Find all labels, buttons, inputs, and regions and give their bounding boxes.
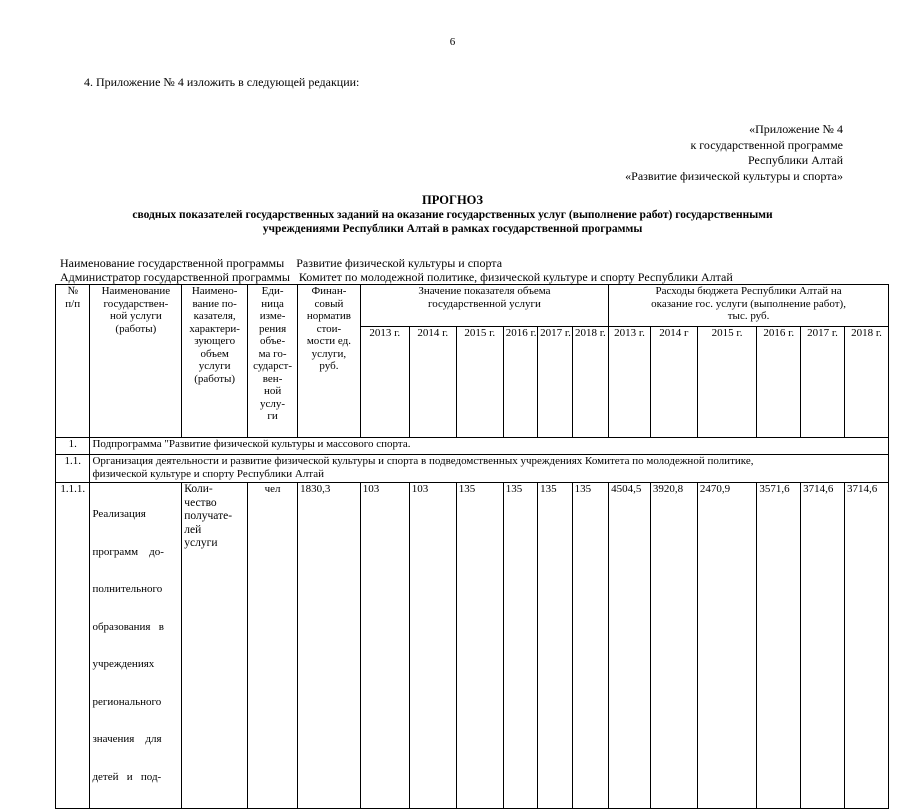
table-row <box>56 438 889 455</box>
norm-cell: 1830,3 <box>298 483 361 809</box>
page-number: 6 <box>449 36 456 48</box>
header-text: оказание гос. услуги (выполнение работ), <box>651 297 846 310</box>
forecast-table <box>55 284 889 809</box>
cell-line: значения для <box>92 733 162 745</box>
cell-line: детей и под- <box>92 770 162 783</box>
year-header: 2017 г. <box>801 327 845 438</box>
cell-line: Реализация <box>92 508 146 520</box>
header-service-name <box>90 285 182 438</box>
subtitle-line: учреждениями Республики Алтай в рамках государственной программы <box>262 223 643 235</box>
cell-line: Коли- <box>184 483 213 495</box>
header-text: норматив <box>306 310 351 322</box>
expense-cell: 2470,9 <box>697 483 756 809</box>
expense-cell: 3571,6 <box>757 483 801 809</box>
year-header: 2014 г <box>650 327 697 438</box>
header-text: рения <box>258 322 287 335</box>
year-header: 2013 г. <box>609 327 651 438</box>
appendix-line: «Приложение № 4 <box>749 122 843 136</box>
header-unit <box>248 285 298 438</box>
row-number: 1.1. <box>56 455 90 483</box>
indicator-cell <box>182 483 248 809</box>
header-text: изме- <box>259 310 286 322</box>
cell-line: чество <box>184 496 217 509</box>
expense-cell: 3920,8 <box>650 483 697 809</box>
header-text: (работы) <box>194 372 236 385</box>
header-text: тыс. руб. <box>727 310 770 322</box>
table-row <box>56 455 889 483</box>
header-num <box>56 285 90 438</box>
header-text: (работы) <box>115 322 157 335</box>
table-header-row <box>56 285 889 327</box>
volume-cell: 135 <box>572 483 609 809</box>
cell-line: учреждениях <box>92 658 155 670</box>
cell-line: получате- <box>184 510 233 522</box>
year-header: 2013 г. <box>360 327 409 438</box>
header-text: Еди- <box>261 285 284 297</box>
header-text: ги <box>267 410 278 422</box>
header-text: сударст- <box>253 360 293 372</box>
header-text: государствен- <box>103 297 169 310</box>
volume-cell: 135 <box>503 483 537 809</box>
appendix-header <box>625 122 843 184</box>
header-volume-group <box>360 285 608 327</box>
cell-line: услуги <box>184 537 218 549</box>
row-number: 1. <box>56 438 90 455</box>
document-subtitle <box>0 208 905 236</box>
header-text: зующего <box>194 335 236 347</box>
unit-cell: чел <box>248 483 298 809</box>
activity-title <box>90 455 889 483</box>
header-text: объе- <box>260 335 286 347</box>
header-text: вен- <box>262 372 283 385</box>
subtitle-line: сводных показателей государственных заданий на оказание государственных услуг (выполнение работ) государственными <box>132 209 773 221</box>
expense-cell: 3714,6 <box>844 483 888 809</box>
header-text: Финан- <box>311 285 347 297</box>
header-text: Наименование <box>101 285 171 297</box>
header-text: № <box>67 285 78 297</box>
service-name-cell <box>90 483 182 809</box>
header-text: п/п <box>65 297 81 310</box>
header-text: руб. <box>319 360 339 372</box>
amendment-line: 4. Приложение № 4 изложить в следующей редакции: <box>84 75 360 89</box>
cell-line: лей <box>184 523 202 536</box>
volume-cell: 135 <box>538 483 572 809</box>
activity-title-line: физической культуре и спорту Республики Алтай <box>92 467 325 480</box>
cell-line: регионального <box>92 695 162 708</box>
header-text: ма го- <box>258 347 287 360</box>
header-text: объем <box>200 347 229 360</box>
appendix-line: к государственной программе <box>690 137 843 152</box>
expense-cell: 4504,5 <box>609 483 651 809</box>
expense-cell: 3714,6 <box>801 483 845 809</box>
header-text: Наимено- <box>191 285 238 297</box>
header-text: услуги <box>198 360 231 372</box>
row-number: 1.1.1. <box>56 483 90 809</box>
header-norm <box>298 285 361 438</box>
header-text: характери- <box>189 322 240 335</box>
document-title: ПРОГНОЗ <box>421 193 483 207</box>
subprogram-title: Подпрограмма "Развитие физической культуры и массового спорта. <box>90 438 889 455</box>
volume-cell: 103 <box>409 483 456 809</box>
header-text: Значение показателя объема <box>418 285 551 297</box>
program-name-line: Наименование государственной программы Развитие физической культуры и спорта <box>60 256 503 270</box>
cell-line: полнительного <box>92 583 163 595</box>
header-text: Расходы бюджета Республики Алтай на <box>655 285 842 297</box>
volume-cell: 103 <box>360 483 409 809</box>
cell-line: образования в <box>92 620 164 633</box>
table-row <box>56 483 889 809</box>
header-text: услу- <box>260 397 286 410</box>
year-header: 2017 г. <box>538 327 572 438</box>
year-header: 2018 г. <box>844 327 888 438</box>
year-header: 2018 г. <box>572 327 609 438</box>
header-text: казателя, <box>193 310 236 322</box>
header-text: стои- <box>316 322 342 335</box>
year-header: 2016 г. <box>757 327 801 438</box>
year-header: 2016 г. <box>503 327 537 438</box>
header-text: ница <box>261 297 284 310</box>
activity-title-line: Организация деятельности и развитие физической культуры и спорта в подведомственных учреждениях Комитета по молодежной политике, <box>92 455 754 467</box>
year-header: 2015 г. <box>697 327 756 438</box>
header-expense-group <box>609 285 889 327</box>
header-text: ной <box>263 385 282 397</box>
header-text: мости ед. <box>306 335 351 347</box>
header-text: совый <box>314 297 344 310</box>
appendix-line: Республики Алтай <box>748 153 843 167</box>
year-header: 2014 г. <box>409 327 456 438</box>
program-admin-line: Администратор государственной программы Комитет по молодежной политике, физической культуре и спорту Республики Алтай <box>60 270 733 284</box>
year-header: 2015 г. <box>456 327 503 438</box>
appendix-line: «Развитие физической культуры и спорта» <box>625 168 843 183</box>
header-indicator <box>182 285 248 438</box>
volume-cell: 135 <box>456 483 503 809</box>
header-text: услуги, <box>311 347 347 360</box>
header-text: государственной услуги <box>427 297 541 310</box>
header-text: вание по- <box>192 297 237 310</box>
cell-line: программ до- <box>92 545 164 558</box>
header-text: ной услуги <box>109 310 162 322</box>
